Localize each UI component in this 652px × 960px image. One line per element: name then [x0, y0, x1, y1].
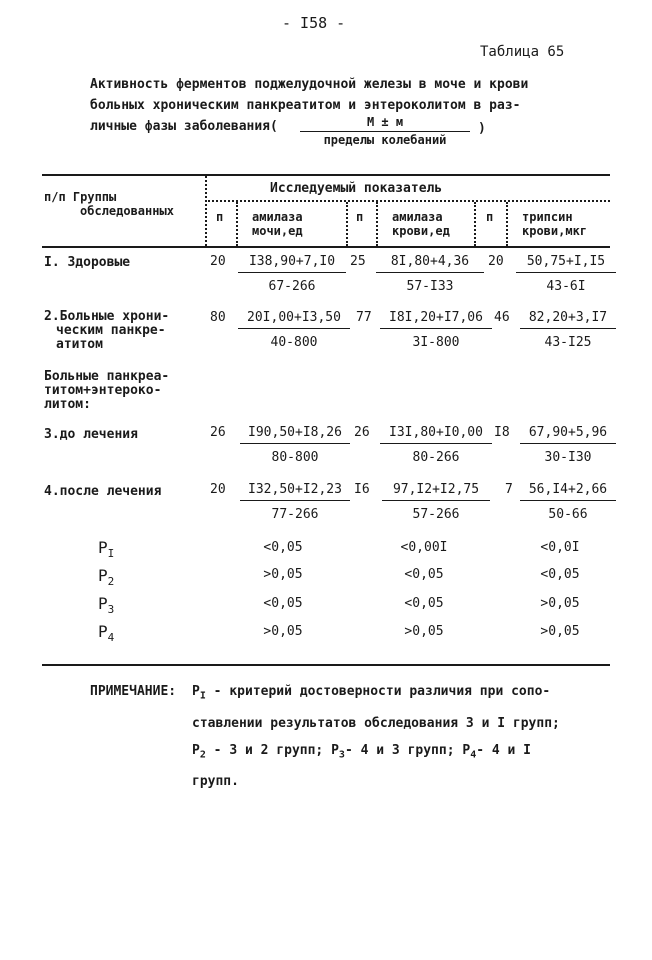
cell-range: 3I-800 — [412, 335, 460, 350]
note-line-4: групп. — [192, 774, 239, 790]
cell-range: 30-I30 — [544, 450, 592, 465]
p-value: <0,05 — [404, 596, 444, 611]
cell-mean: I90,50+I8,26 — [240, 425, 350, 444]
note-p-subscript: 2 — [199, 749, 206, 761]
header-divider — [506, 202, 508, 246]
cell-n: 80 — [210, 310, 226, 325]
p-value: <0,05 — [540, 567, 580, 582]
note-label: ПРИМЕЧАНИЕ: — [90, 684, 177, 699]
p-symbol: P — [98, 566, 108, 585]
cell-n: 20 — [488, 254, 504, 269]
header-col-groups-line2: обследованных — [80, 204, 174, 218]
header-blood-trypsin — [522, 210, 587, 238]
note-text: - 4 и I — [476, 742, 532, 758]
header-blood-amylase-line2: крови,ед — [392, 224, 450, 238]
row-label-line: атитом — [56, 337, 103, 352]
cell-mean: I32,50+I2,23 — [240, 482, 350, 501]
cell-blood-amylase — [376, 254, 484, 294]
header-blood-amylase — [392, 210, 450, 238]
header-subrule — [205, 200, 610, 202]
cell-n: 26 — [210, 425, 226, 440]
table-bottom-rule — [42, 664, 610, 666]
cell-n: 20 — [210, 254, 226, 269]
cell-range: 80-800 — [271, 450, 319, 465]
title-line-3-text: личные фазы заболевания — [90, 119, 271, 134]
cell-mean: I8I,20+I7,06 — [380, 310, 492, 329]
header-col-groups-line1: п/п Группы — [44, 190, 117, 204]
cell-n: 46 — [494, 310, 510, 325]
row-label — [44, 310, 169, 352]
p-value: <0,05 — [263, 596, 303, 611]
header-divider — [205, 176, 207, 246]
cell-range: 50-66 — [548, 507, 588, 522]
cell-range: 43-I25 — [544, 335, 592, 350]
cell-urine-amylase — [238, 310, 350, 350]
cell-range: 80-266 — [412, 450, 460, 465]
note-p-symbol: P — [192, 742, 200, 758]
note-text: - 3 и 2 групп; — [205, 742, 332, 758]
cell-range: 40-800 — [270, 335, 318, 350]
row-label: I. Здоровые — [44, 255, 131, 270]
cell-mean: I3I,80+I0,00 — [380, 425, 492, 444]
header-divider — [376, 202, 378, 246]
title-fraction — [300, 115, 470, 147]
cell-n: 25 — [350, 254, 366, 269]
header-divider — [236, 202, 238, 246]
cell-mean: 56,I4+2,66 — [520, 482, 616, 501]
title-line-1: Активность ферментов поджелудочной железы в моче и крови — [90, 77, 529, 92]
cell-mean: 50,75+I,I5 — [516, 254, 616, 273]
note-p-symbol: P — [192, 684, 200, 699]
note-body — [192, 678, 560, 795]
cell-blood-amylase — [380, 310, 492, 350]
cell-range: 57-266 — [412, 507, 460, 522]
note-line-3 — [192, 737, 560, 769]
header-divider — [474, 202, 476, 246]
header-blood-trypsin-line2: крови,мкг — [522, 224, 588, 238]
cell-urine-amylase — [240, 482, 350, 522]
cell-range: 67-266 — [268, 279, 316, 294]
p-subscript: 4 — [107, 631, 115, 645]
cell-mean: 8I,80+4,36 — [376, 254, 484, 273]
cell-n: 7 — [505, 482, 513, 497]
header-n-1: п — [216, 210, 224, 224]
p-value: >0,05 — [263, 567, 303, 582]
p-label — [98, 594, 114, 616]
note-text: - 4 и 3 групп; — [344, 742, 463, 758]
subgroup-label-line: титом+энтероко- — [44, 383, 162, 398]
cell-range: 43-6I — [546, 279, 586, 294]
p-value: <0,00I — [400, 540, 448, 555]
cell-blood-amylase — [380, 425, 492, 465]
cell-urine-amylase — [238, 254, 346, 294]
p-symbol: P — [98, 538, 108, 557]
header-n-2: п — [356, 210, 364, 224]
subgroup-label-line: Больные панкреа- — [44, 369, 170, 384]
cell-n: 77 — [356, 310, 372, 325]
table-top-rule — [42, 174, 610, 176]
cell-n: I8 — [494, 425, 510, 440]
cell-blood-trypsin — [516, 254, 616, 294]
p-value: >0,05 — [263, 624, 303, 639]
title-line-2: больных хроническим панкреатитом и энтероколитом в раз- — [90, 98, 521, 113]
note-line-1 — [192, 678, 560, 710]
cell-mean: 67,90+5,96 — [520, 425, 616, 444]
note-line-2: ставлении результатов обследования 3 и I групп; — [192, 715, 560, 731]
note-p-symbol: P — [462, 742, 471, 758]
p-value: >0,05 — [540, 624, 580, 639]
row-label-line: ческим панкре- — [56, 323, 166, 338]
cell-mean: I38,90+7,I0 — [238, 254, 346, 273]
row-label: 3.до лечения — [44, 427, 138, 442]
p-value: <0,05 — [404, 567, 444, 582]
cell-blood-trypsin — [520, 482, 616, 522]
cell-blood-amylase — [382, 482, 490, 522]
cell-blood-trypsin — [520, 310, 616, 350]
cell-range: 57-I33 — [406, 279, 454, 294]
close-paren: ) — [478, 121, 486, 136]
table-header-rule — [42, 246, 610, 248]
row-label: 4.после лечения — [44, 484, 162, 499]
cell-n: 20 — [210, 482, 226, 497]
cell-mean: 20I,00+I3,50 — [238, 310, 350, 329]
p-subscript: 3 — [107, 603, 115, 617]
p-label — [98, 622, 114, 644]
cell-range: 77-266 — [271, 507, 319, 522]
fraction-denominator: пределы колебаний — [323, 133, 447, 147]
note-p-symbol: P — [331, 742, 339, 758]
cell-n: I6 — [354, 482, 370, 497]
header-blood-trypsin-line1: трипсин — [522, 210, 573, 224]
page-number: - I58 - — [282, 14, 346, 32]
note-text: - критерий достоверности различия при сопо- — [205, 684, 551, 699]
p-symbol: P — [98, 622, 108, 641]
header-urine-amylase — [252, 210, 303, 238]
note-p-subscript: I — [199, 690, 206, 702]
note-p-subscript: 4 — [470, 749, 477, 761]
open-paren: ( — [270, 119, 278, 134]
fraction-numerator: М ± м — [300, 115, 470, 132]
subgroup-label-line: литом: — [44, 397, 91, 412]
p-value: <0,05 — [263, 540, 303, 555]
cell-blood-trypsin — [520, 425, 616, 465]
row-label-line: 2.Больные хрони- — [44, 309, 170, 324]
table-label: Таблица 65 — [480, 44, 565, 60]
p-symbol: P — [98, 594, 108, 613]
header-blood-amylase-line1: амилаза — [392, 210, 443, 224]
p-value: <0,0I — [540, 540, 580, 555]
p-value: >0,05 — [540, 596, 580, 611]
p-label — [98, 538, 114, 560]
header-urine-amylase-line1: амилаза — [252, 210, 303, 224]
p-subscript: I — [107, 547, 115, 561]
header-col-groups — [44, 190, 174, 218]
cell-n: 26 — [354, 425, 370, 440]
cell-mean: 97,I2+I2,75 — [382, 482, 490, 501]
note-p-subscript: 3 — [338, 749, 345, 761]
p-label — [98, 566, 114, 588]
cell-mean: 82,20+3,I7 — [520, 310, 616, 329]
header-n-3: п — [486, 210, 494, 224]
p-subscript: 2 — [107, 575, 115, 589]
p-value: >0,05 — [404, 624, 444, 639]
header-indicator: Исследуемый показатель — [270, 181, 443, 196]
header-divider — [346, 202, 348, 246]
subgroup-label — [44, 370, 169, 412]
header-urine-amylase-line2: мочи,ед — [252, 224, 303, 238]
cell-urine-amylase — [240, 425, 350, 465]
